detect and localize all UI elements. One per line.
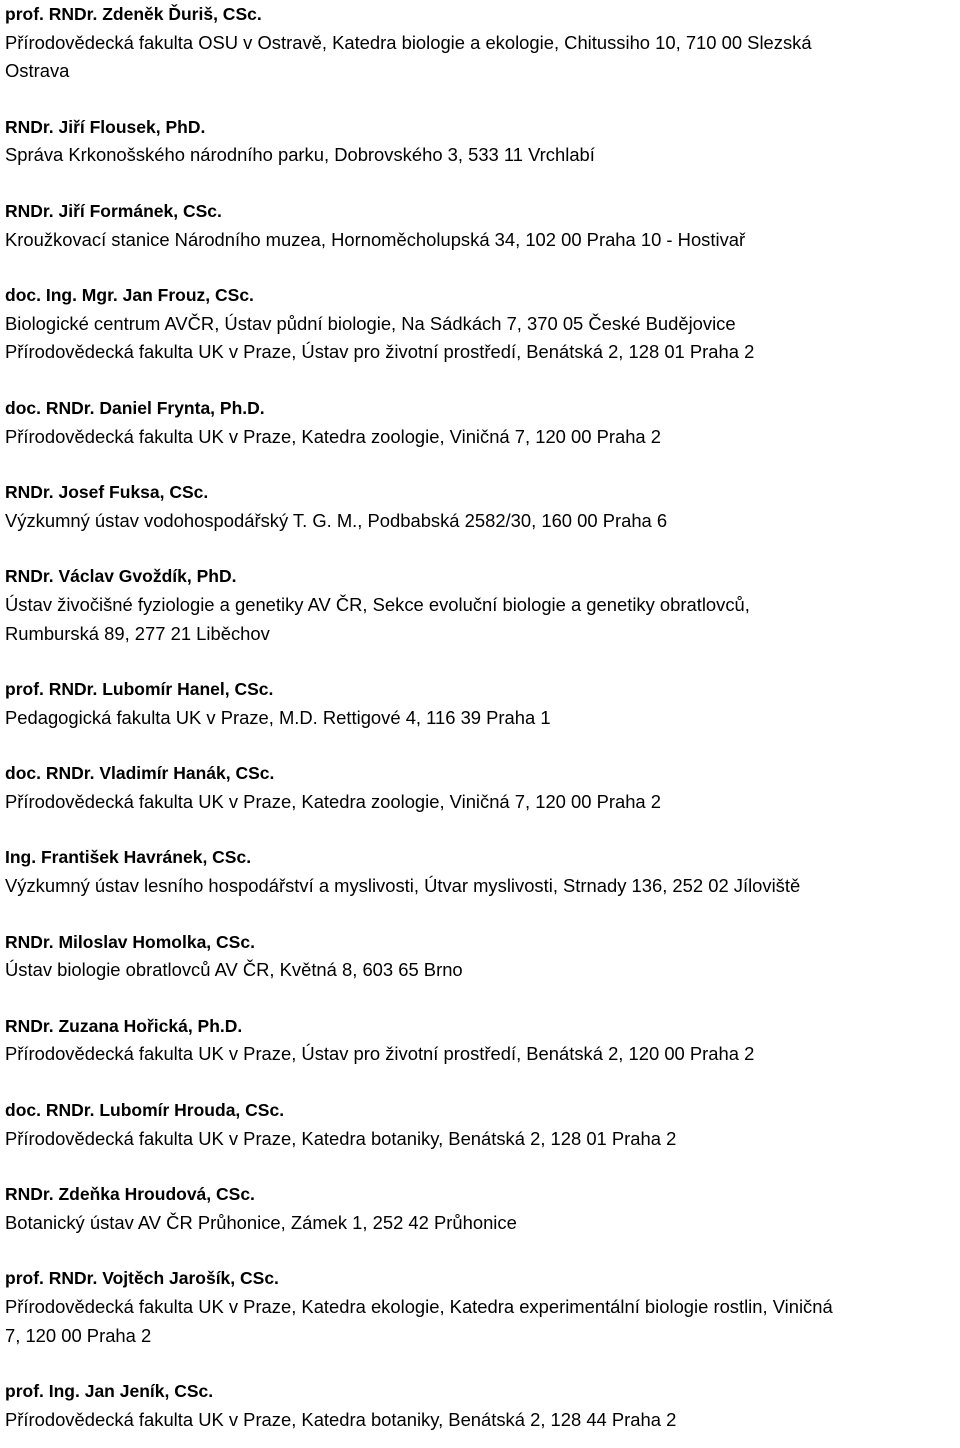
address-line: Přírodovědecká fakulta UK v Praze, Katedra botaniky, Benátská 2, 128 01 Praha 2 (5, 1127, 677, 1149)
entry-jarosik (5, 1264, 957, 1350)
address-line: Botanický ústav AV ČR Průhonice, Zámek 1, 252 42 Průhonice (5, 1211, 517, 1233)
person-name: doc. RNDr. Vladimír Hanák, CSc. (5, 763, 275, 784)
address-line: Ústav živočišné fyziologie a genetiky AV ČR, Sekce evoluční biologie a genetiky obratlovců, (5, 593, 750, 615)
person-name: RNDr. Jiří Flousek, PhD. (5, 116, 206, 137)
address-line: 7, 120 00 Praha 2 (5, 1324, 152, 1346)
person-name: RNDr. Jiří Formánek, CSc. (5, 200, 222, 221)
address-line: Rumburská 89, 277 21 Liběchov (5, 622, 270, 644)
entry-hanak (5, 759, 957, 816)
entry-duris (5, 0, 957, 86)
entry-frouz (5, 281, 957, 367)
person-name: RNDr. Zuzana Hořická, Ph.D. (5, 1015, 243, 1036)
entry-fuksa (5, 478, 957, 535)
address-line: Přírodovědecká fakulta UK v Praze, Ústav pro životní prostředí, Benátská 2, 128 01 Praha 2 (5, 341, 755, 363)
person-name: doc. RNDr. Daniel Frynta, Ph.D. (5, 397, 265, 418)
address-line: Přírodovědecká fakulta UK v Praze, Katedra botaniky, Benátská 2, 128 44 Praha 2 (5, 1408, 677, 1430)
address-line: Výzkumný ústav lesního hospodářství a myslivosti, Útvar myslivosti, Strnady 136, 252 02 Jíloviště (5, 875, 801, 897)
document-page (5, 0, 957, 1434)
address-line: Přírodovědecká fakulta UK v Praze, Katedra ekologie, Katedra experimentální biologie rostlin, Viničná (5, 1296, 833, 1317)
person-name: doc. RNDr. Lubomír Hrouda, CSc. (5, 1100, 285, 1121)
address-line: Biologické centrum AVČR, Ústav půdní biologie, Na Sádkách 7, 370 05 České Budějovice (5, 312, 736, 334)
entry-hanel (5, 675, 957, 732)
entry-havranek (5, 843, 957, 900)
address-line: Pedagogická fakulta UK v Praze, M.D. Rettigové 4, 116 39 Praha 1 (5, 706, 551, 728)
person-name: doc. Ing. Mgr. Jan Frouz, CSc. (5, 285, 254, 306)
entry-frynta (5, 394, 957, 451)
address-line: Ostrava (5, 60, 70, 82)
person-name: prof. RNDr. Lubomír Hanel, CSc. (5, 679, 274, 700)
address-line: Kroužkovací stanice Národního muzea, Hornoměcholupská 34, 102 00 Praha 10 - Hostivař (5, 228, 746, 250)
address-line: Ústav biologie obratlovců AV ČR, Květná 8, 603 65 Brno (5, 959, 463, 981)
entry-hroudova (5, 1180, 957, 1237)
entry-hrouda (5, 1096, 957, 1153)
address-line: Přírodovědecká fakulta UK v Praze, Katedra zoologie, Viničná 7, 120 00 Praha 2 (5, 425, 661, 447)
address-line: Přírodovědecká fakulta OSU v Ostravě, Katedra biologie a ekologie, Chitussiho 10, 710 00 Slezská (5, 31, 812, 53)
person-name: prof. RNDr. Vojtěch Jarošík, CSc. (5, 1268, 279, 1289)
person-name: prof. RNDr. Zdeněk Ďuriš, CSc. (5, 4, 262, 24)
address-line: Přírodovědecká fakulta UK v Praze, Ústav pro životní prostředí, Benátská 2, 120 00 Praha 2 (5, 1043, 755, 1065)
person-name: RNDr. Miloslav Homolka, CSc. (5, 931, 255, 952)
person-name: RNDr. Zdeňka Hroudová, CSc. (5, 1184, 255, 1205)
person-name: RNDr. Václav Gvoždík, PhD. (5, 566, 237, 587)
entry-formanek (5, 197, 957, 254)
person-name: prof. Ing. Jan Jeník, CSc. (5, 1381, 214, 1402)
entry-homolka (5, 928, 957, 985)
address-line: Přírodovědecká fakulta UK v Praze, Katedra zoologie, Viničná 7, 120 00 Praha 2 (5, 790, 661, 812)
entry-jenik (5, 1377, 957, 1434)
person-name: RNDr. Josef Fuksa, CSc. (5, 482, 209, 503)
entry-flousek (5, 113, 957, 170)
entry-horicka (5, 1012, 957, 1069)
entry-gvozdik (5, 562, 957, 648)
address-line: Výzkumný ústav vodohospodářský T. G. M., Podbabská 2582/30, 160 00 Praha 6 (5, 509, 668, 531)
address-line: Správa Krkonošského národního parku, Dobrovského 3, 533 11 Vrchlabí (5, 144, 595, 166)
person-name: Ing. František Havránek, CSc. (5, 847, 252, 868)
